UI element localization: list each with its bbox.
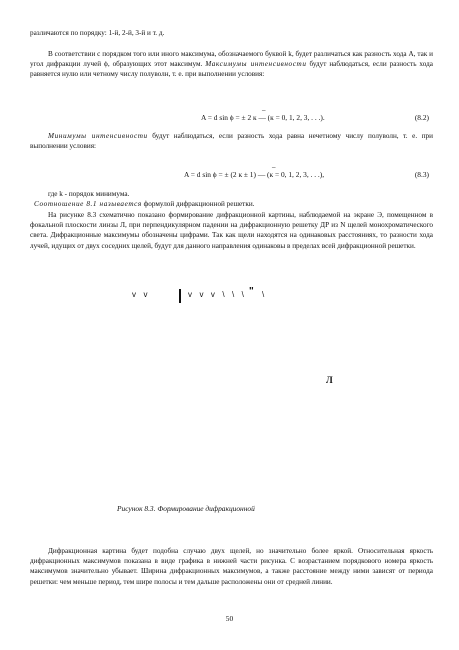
maxima-condition-text: будут наблюдаться, если разность хода равняется нулю или четному числу полуволн, т. е. при выполнении условия:: [30, 60, 433, 79]
paragraph-grating-formula: [34, 199, 433, 209]
formula-8-3: A = d sin ϕ = ± (2 к ± 1) — (к = 0, 1, 2, 3, . . .),: [184, 170, 325, 179]
maxima-text: В соответствии с порядком того или иного максимума, обозначаемого буквой k, будет различаться как разность хода А, так и угол дифракции лучей ϕ, образующих этот максимум.: [30, 50, 433, 69]
paragraph-k-order: где k - порядок минимума.: [48, 190, 130, 198]
figure-quote-mark: ": [249, 286, 254, 297]
paragraph-intro-end: различаются по порядку: 1-й, 2-й, 3-й и т. д.: [30, 29, 165, 37]
grating-formula-term: Соотношение 8.1 называется: [34, 200, 142, 208]
figure-vertical-bar: [179, 289, 181, 303]
minima-condition-text: будут наблюдаться, если разность хода равна нечетному числу полуволн, т. е. при выполнении условия:: [30, 132, 433, 151]
figure-marks-right: v v v \ \ \: [188, 290, 245, 299]
figure-marks-left: v v: [132, 290, 149, 299]
formula-8-3-number: (8.3): [414, 170, 429, 179]
figure-backslash: \: [262, 290, 266, 299]
paragraph-minima: [30, 131, 433, 151]
formula-8-2: A = d sin ϕ = ± 2 к — (к = 0, 1, 2, 3, . . .).: [201, 113, 325, 122]
page-number: 50: [225, 614, 234, 623]
formula-8-3-overline: _: [272, 161, 276, 169]
minima-term: Минимумы интенсивности: [48, 132, 148, 140]
formula-8-2-number: (8.2): [414, 113, 429, 122]
figure-caption: Рисунок 8.3. Формирование дифракционной: [117, 504, 255, 513]
maxima-term: Максимумы интенсивности: [205, 60, 307, 69]
formula-8-2-overline: _: [262, 104, 266, 112]
paragraph-conclusion: Дифракционная картина будет подобна случаю двух щелей, но значительно более яркой. Относительная яркость дифракционных максимумов показана в виде графика в нижней части рисунка. С возрастанием порядкового номера яркость максимумов значительно убывает. Ширина дифракционных максимумов, а также расстояние между ними зависят от периода решетки: чем меньше период, тем шире полосы и тем дальше расположены они от средней линии.: [30, 547, 433, 586]
lens-label: Л: [326, 375, 333, 385]
paragraph-maxima: [30, 49, 433, 80]
grating-formula-text: формулой дифракционной решетки.: [141, 200, 255, 208]
paragraph-figure-description: На рисунке 8.3 схематично показано формирование дифракционной картины, наблюдаемой на экране Э, помещенном в фокальной плоскости линзы Л, при перпендикулярном падении на дифракционную решетку ДР из N щелей монохроматического света. Дифракционные максимумы обозначены цифрами. Так как щели находятся на одинаковых расстояниях, то разности хода лучей, идущих от двух соседних щелей, будут для данного направления одинаковы в пределах всей дифракционной решетки.: [30, 211, 433, 250]
